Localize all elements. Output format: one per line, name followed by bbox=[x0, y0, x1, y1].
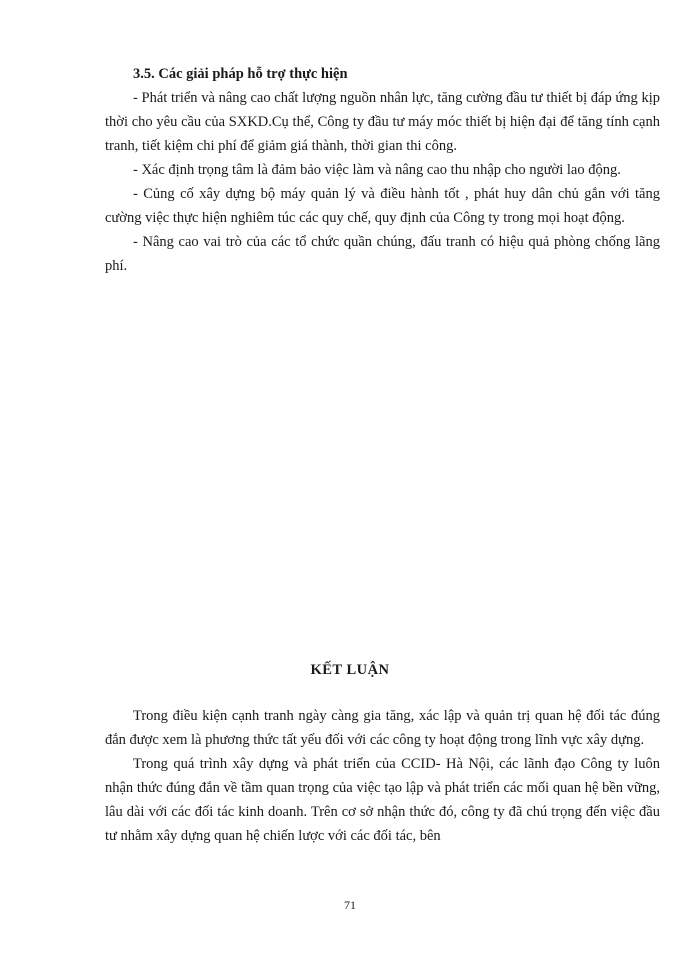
conclusion-body bbox=[105, 704, 660, 848]
section-paragraph-1: - Phát triển và nâng cao chất lượng nguồn nhân lực, tăng cường đầu tư thiết bị đáp ứng kịp thời cho yêu cầu của SXKD.Cụ thể, Công ty đầu tư máy móc thiết bị hiện đại để tăng tính cạnh tranh, tiết kiệm chi phí để giảm giá thành, thời gian thi công. bbox=[105, 90, 660, 154]
conclusion-paragraph-2: Trong quá trình xây dựng và phát triển của CCID- Hà Nội, các lãnh đạo Công ty luôn nhận thức đúng đắn về tầm quan trọng của việc tạo lập và phát triển các mối quan hệ bền vững, lâu dài với các đối tác kinh doanh. Trên cơ sở nhận thức đó, công ty đã chú trọng đến việc đầu tư nhằm xây dựng quan hệ chiến lược với các đối tác, bên bbox=[105, 756, 660, 844]
section-paragraph-4: - Nâng cao vai trò của các tổ chức quần chúng, đấu tranh có hiệu quả phòng chống lãng phí. bbox=[105, 234, 660, 274]
section-paragraph-2: - Xác định trọng tâm là đảm bảo việc làm và nâng cao thu nhập cho người lao động. bbox=[133, 162, 621, 178]
section-paragraph-3: - Củng cố xây dựng bộ máy quản lý và điều hành tốt , phát huy dân chủ gắn với tăng cường việc thực hiện nghiêm túc các quy chế, quy định của Công ty trong mọi hoạt động. bbox=[105, 186, 660, 226]
page-number: 71 bbox=[344, 898, 356, 912]
section-3-5 bbox=[105, 62, 660, 278]
conclusion-paragraph-1: Trong điều kiện cạnh tranh ngày càng gia tăng, xác lập và quản trị quan hệ đối tác đúng đắn được xem là phương thức tất yếu đối với các công ty hoạt động trong lĩnh vực xây dựng. bbox=[105, 708, 660, 748]
conclusion-title: KẾT LUẬN bbox=[310, 662, 390, 678]
section-heading: 3.5. Các giải pháp hỗ trợ thực hiện bbox=[133, 66, 348, 82]
